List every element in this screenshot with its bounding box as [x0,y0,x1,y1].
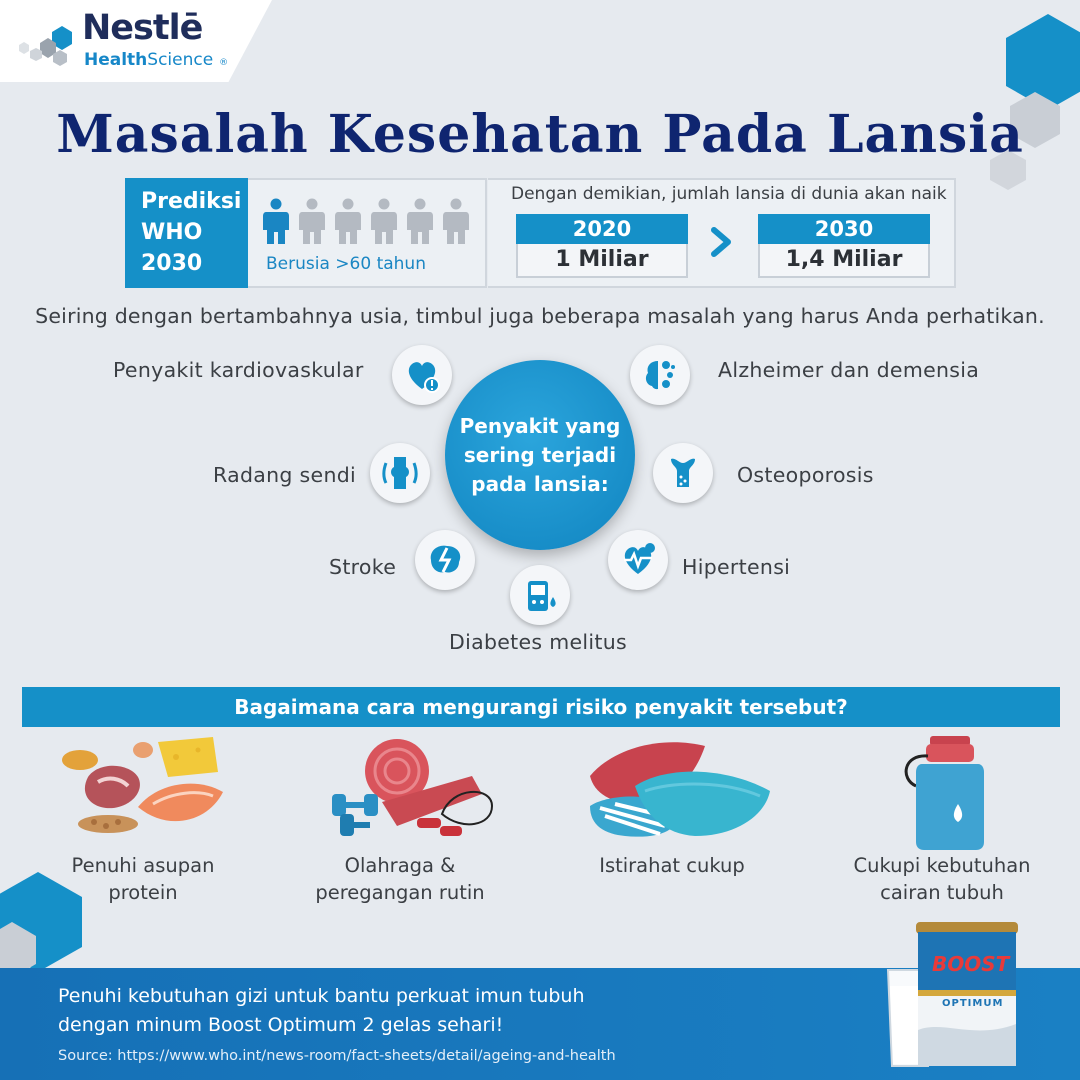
person-icon [334,198,362,244]
intro-text: Seiring dengan bertambahnya usia, timbul juga beberapa masalah yang harus Anda perhatikan. [35,304,1045,328]
protein-food-icon [58,732,228,842]
tip-line: Penuhi asupan [71,854,215,877]
disease-label: Penyakit kardiovaskular [113,358,364,382]
footer-message [58,982,778,1040]
tip-label [300,852,500,906]
water-bottle-icon [898,734,998,854]
logo-cubes-icon [14,20,80,70]
brand-name: Nestlē [82,8,203,48]
tip-line: protein [108,881,178,904]
population-value: 1 Miliar [516,244,688,278]
brain-icon [630,345,690,405]
who-label-line: WHO [141,220,203,245]
tip-line: Olahraga & [344,854,456,877]
disease-label: Radang sendi [213,463,357,487]
chevron-right-icon [706,222,736,262]
age-caption: Berusia >60 tahun [266,254,426,274]
tip-line: cairan tubuh [880,881,1004,904]
footer-line: Penuhi kebutuhan gizi untuk bantu perkuat imun tubuh [58,985,585,1007]
people-icons [262,198,470,244]
brand-subtitle [84,50,228,70]
year-2030-box [758,214,930,278]
person-icon [370,198,398,244]
person-icon [298,198,326,244]
tip-line: Cukupi kebutuhan [853,854,1031,877]
disease-label: Alzheimer dan demensia [718,358,980,382]
product-brand: BOOST [932,952,1010,976]
disease-label: Hipertensi [682,555,791,579]
source-text: Source: https://www.who.int/news-room/fact-sheets/detail/ageing-and-health [58,1048,616,1064]
center-text: Penyakit yang sering terjadi pada lansia: [459,413,621,496]
tips-banner: Bagaimana cara mengurangi risiko penyakit tersebut? [22,687,1060,727]
year-label: 2030 [758,214,930,244]
bone-icon [653,443,713,503]
pillows-icon [585,736,775,846]
footer-line: dengan minum Boost Optimum 2 gelas sehari! [58,1014,504,1036]
exercise-equipment-icon [322,736,502,846]
who-label-line: 2030 [141,251,203,276]
tip-label [572,852,772,879]
person-icon [406,198,434,244]
prediction-text: Dengan demikian, jumlah lansia di dunia akan naik [511,184,947,204]
year-label: 2020 [516,214,688,244]
tip-line: peregangan rutin [315,881,485,904]
who-label [125,178,248,288]
tip-label [832,852,1052,906]
brain-lightning-icon [415,530,475,590]
product-can [914,920,1020,1070]
tip-label [43,852,243,906]
person-icon [442,198,470,244]
registered-mark: ® [219,58,229,68]
tip-line: Istirahat cukup [599,854,745,877]
brand-sub-bold: Health [84,50,148,70]
center-circle [445,360,635,550]
year-2020-box [516,214,688,278]
who-label-line: Prediksi [141,189,242,214]
joint-icon [370,443,430,503]
heart-pulse-icon [608,530,668,590]
disease-label: Diabetes melitus [449,630,627,654]
disease-label: Osteoporosis [737,463,874,487]
page-title: Masalah Kesehatan Pada Lansia [56,104,1024,165]
brand-sub-light: Science [147,50,214,70]
person-highlighted-icon [262,198,290,244]
glucometer-icon [510,565,570,625]
population-value: 1,4 Miliar [758,244,930,278]
product-name: OPTIMUM [942,998,1004,1009]
heart-alert-icon [392,345,452,405]
disease-label: Stroke [329,555,397,579]
